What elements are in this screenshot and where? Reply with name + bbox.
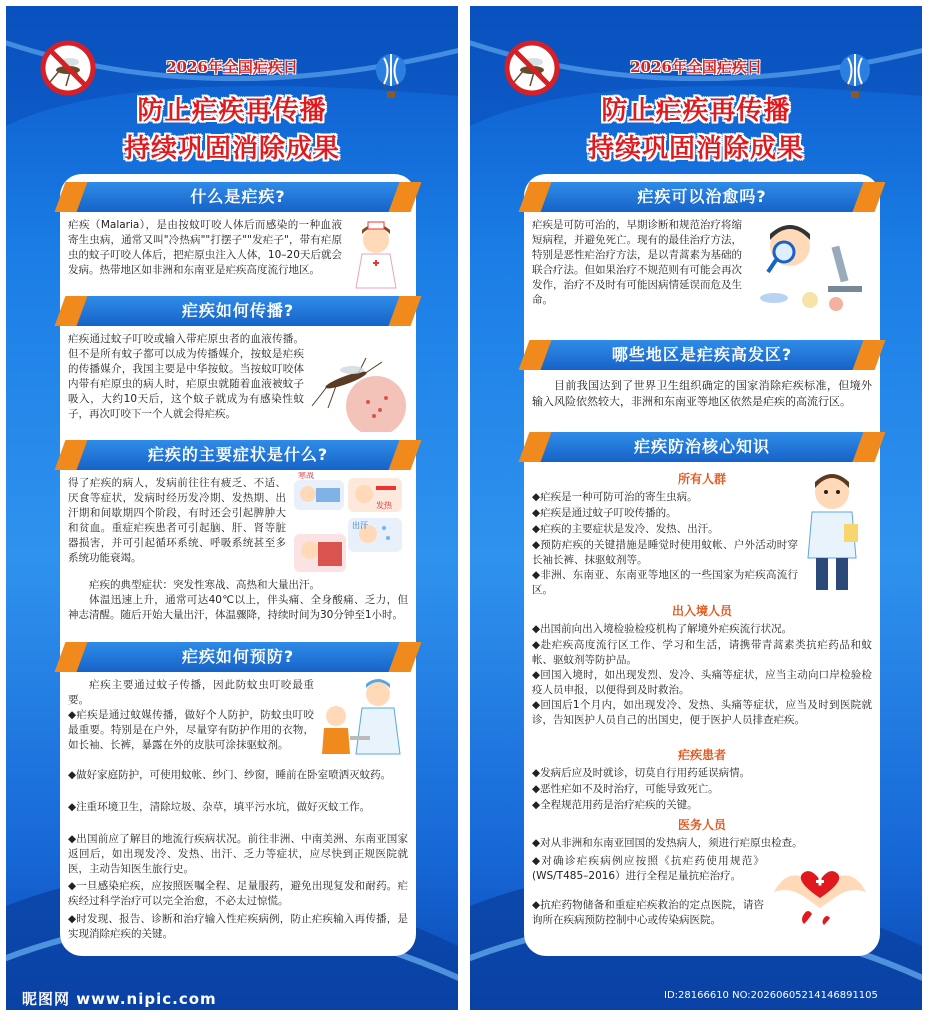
microscope-doctor-icon	[750, 216, 874, 316]
section-text: 疟疾（Malaria），是由按蚊叮咬人体后而感染的一种血液寄生虫病，通常又叫"冷热病""打摆子""发疟子"，带有疟原虫的蚊子叮咬人体后，把疟原虫注入人体，10–20天后就会发病。热带地区如非洲和东南亚是疟疾高度流行地区。	[68, 219, 342, 276]
section-heading: 疟疾防治核心知识	[532, 432, 872, 462]
year-title: 2026年全国疟疾日	[166, 58, 298, 76]
prevention-item: ◆注重环境卫生，清除垃圾、杂草，填平污水坑，做好灭蚊工作。	[68, 801, 371, 813]
symptom-label-sweat: 出汗	[352, 521, 368, 530]
group-title: 出入境人员	[671, 604, 732, 618]
prevention-item: ◆做好家庭防护，可使用蚊帐、纱门、纱窗，睡前在卧室喷洒灭蚊药。	[68, 769, 392, 781]
section-text: 得了疟疾的病人，发病前往往有疲乏、不适、厌食等症状，发病时经历发冷期、发热期、出汗期和间歇期四个阶段，有时还会引起脾肿大和贫血。重症疟疾患者可引起脑、肝、肾等脏器损害，并可引起循环系统、呼吸系统甚至多系统功能衰竭。	[68, 477, 286, 564]
symptoms-icon	[288, 472, 408, 578]
prevention-item: ◆疟疾是通过蚊媒传播，做好个人防护，防蚊虫叮咬最重要。特别是在户外，尽量穿有防护作用的衣物，如长袖、长裤，暴露在外的皮肤可涂抹驱蚊剂。	[68, 709, 314, 751]
heart-hands-icon	[770, 852, 870, 932]
section-heading: 疟疾可以治愈吗?	[532, 182, 872, 212]
section-text: 目前我国达到了世界卫生组织确定的国家消除疟疾标准，但境外输入风险依然较大，非洲和东南亚等地区依然是疟疾的高流行区。	[532, 379, 872, 408]
main-title-line2: 持续巩固消除成果	[587, 134, 804, 164]
knowledge-item: ◆对从非洲和东南亚回国的发热病人，须进行疟原虫检查。	[532, 837, 803, 849]
prevention-item: ◆时发现、报告、诊断和治疗输入性疟疾病例，防止疟疾输入再传播，是实现消除疟疾的关键。	[68, 913, 409, 940]
knowledge-item: ◆预防疟疾的关键措施是睡觉时使用蚊帐、户外活动时穿长袖长裤、抹驱蚊剂等。	[532, 539, 799, 566]
section-heading: 疟疾如何传播?	[68, 296, 408, 326]
knowledge-item: ◆发病后应及时就诊，切莫自行用药延误病情。	[532, 767, 751, 779]
section-text: 体温迅速上升，通常可达40℃以上，伴头痛、全身酸痛、乏力，但神志清醒。随后开始大量出汗，体温骤降，持续时间为30分钟至1小时。	[68, 594, 408, 621]
knowledge-item: ◆出国前向出入境检验检疫机构了解境外疟疾流行状况。	[532, 623, 793, 635]
section-text: 疟疾是可防可治的，早期诊断和规范治疗将缩短病程，并避免死亡。现有的最佳治疗方法，特别是恶性疟治疗方法，是以青蒿素为基础的联合疗法。但如果治疗不规范则有可能会再次发作，治疗不及时有可能因病情延误而危及生命。	[532, 219, 742, 306]
section-text: 疟疾主要通过蚊子传播，因此防蚊虫叮咬最重要。	[68, 679, 314, 706]
section-heading: 疟疾的主要症状是什么?	[68, 440, 408, 470]
knowledge-item: ◆恶性疟如不及时治疗，可能导致死亡。	[532, 783, 719, 795]
knowledge-item: ◆对确诊疟疾病例应按照《抗疟药使用规范》(WS/T485–2016）进行全程足量抗疟治疗。	[532, 855, 765, 882]
year-title: 2026年全国疟疾日	[630, 58, 762, 76]
doctor-figure-icon	[796, 468, 870, 592]
mosquito-skin-icon	[306, 352, 410, 432]
main-title-line2: 持续巩固消除成果	[123, 134, 340, 164]
symptom-label-chills: 寒战	[298, 472, 314, 480]
knowledge-item: ◆赴疟疾高度流行区工作、学习和生活，请携带青蒿素类抗疟药品和蚊帐、驱蚊剂等防护品。	[532, 639, 872, 666]
prevention-item: ◆出国前应了解目的地流行疾病状况。前往非洲、中南美洲、东南亚国家返回后，如出现发冷、发热、出汗、乏力等症状，应尽快到正规医院就医，主动告知医生旅行史。	[68, 833, 409, 875]
section-text: 疟疾的典型症状：突发性寒战、高热和大量出汗。	[89, 579, 320, 591]
knowledge-item: ◆疟疾是通过蚊子叮咬传播的。	[532, 507, 677, 519]
section-heading: 什么是疟疾?	[68, 182, 408, 212]
watermark-site: 昵图网 www.nipic.com	[22, 990, 217, 1008]
knowledge-item: ◆抗疟药物储备和重症疟疾救治的定点医院，请咨询所在疾病预防控制中心或传染病医院。	[532, 899, 765, 926]
prevention-item: ◆一旦感染疟疾，应按照医嘱全程、足量服药，避免出现复发和耐药。疟疾经过科学治疗可以完全治愈，不必太过惊慌。	[68, 880, 409, 907]
doctor-patient-icon	[316, 674, 408, 758]
symptom-label-fever: 发热	[376, 501, 392, 510]
watermark-id: ID:28166610 NO:20260605214146891105	[664, 990, 878, 1001]
knowledge-item: ◆全程规范用药是治疗疟疾的关键。	[532, 799, 698, 811]
main-title-line1: 防止疟疾再传播	[137, 96, 327, 126]
knowledge-item: ◆回国入境时，如出现发烈、发冷、头痛等症状，应当主动向口岸检验检疫人员申报，以便得到及时救治。	[532, 669, 873, 696]
group-title: 所有人群	[677, 472, 726, 486]
nurse-icon	[346, 218, 408, 292]
group-title: 医务人员	[677, 818, 726, 832]
knowledge-item: ◆回国后1个月内，如出现发冷、发热、头痛等症状，应当及时到医院就诊，告知医护人员自己的出国史，便于医护人员排查疟疾。	[532, 699, 872, 726]
group-title: 疟疾患者	[677, 748, 726, 762]
knowledge-item: ◆非洲、东南亚、东南亚等地区的一些国家为疟疾高流行区。	[532, 569, 799, 596]
left-banner	[6, 6, 458, 1010]
section-text: 疟疾通过蚊子叮咬或输入带疟原虫者的血液传播。但不是所有蚊子都可以成为传播媒介，按蚊是疟疾的传播媒介，我国主要是中华按蚊。当按蚊叮咬体内带有疟原虫的病人时，疟原虫就随着血液被蚊子吸入，大约10天后，这个蚊子就成为有感染性蚊子，再次叮咬下一个人就会得疟疾。	[68, 333, 304, 420]
right-banner	[470, 6, 922, 1010]
main-title-line1: 防止疟疾再传播	[601, 96, 791, 126]
section-heading: 哪些地区是疟疾高发区?	[532, 340, 872, 370]
knowledge-item: ◆疟疾是一种可防可治的寄生虫病。	[532, 491, 698, 503]
section-heading: 疟疾如何预防?	[68, 642, 408, 672]
knowledge-item: ◆疟疾的主要症状是发冷、发热、出汗。	[532, 523, 719, 535]
